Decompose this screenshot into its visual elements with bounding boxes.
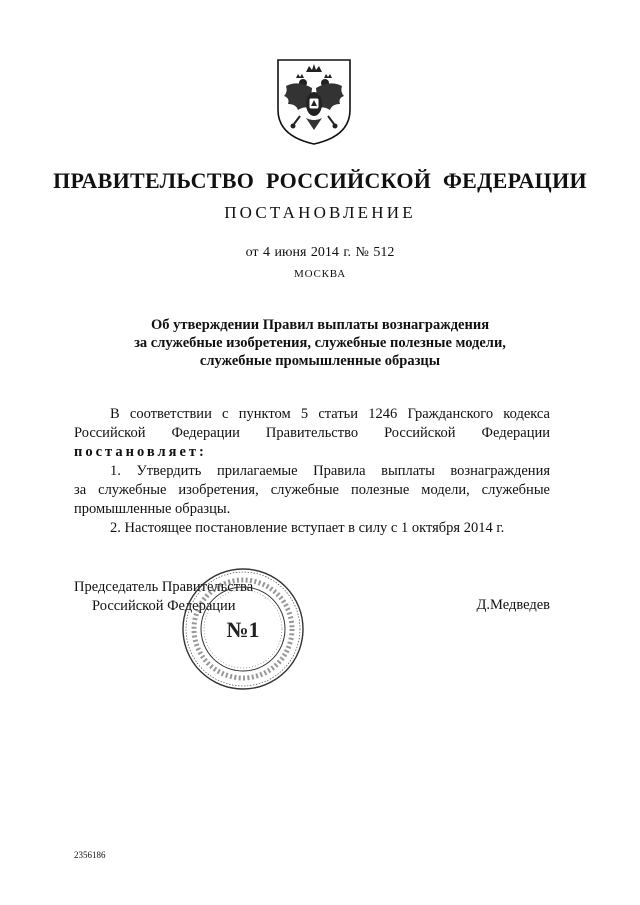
document-city: МОСКВА <box>294 268 346 280</box>
item-2: 2. Настоящее постановление вступает в силу с 1 октября 2014 г. <box>110 520 505 536</box>
signer-name: Д.Медведев <box>476 597 550 613</box>
document-body <box>74 405 550 538</box>
preamble-line: В соответствии с пунктом 5 статьи 1246 Гражданского кодекса <box>110 406 550 422</box>
document-code: 2356186 <box>74 850 106 860</box>
document-date-number: от 4 июня 2014 г. № 512 <box>245 245 395 260</box>
signer-position-line: Российской Федерации <box>92 598 236 614</box>
decree-word: постановляет: <box>74 444 207 460</box>
government-name: ПРАВИТЕЛЬСТВО РОССИЙСКОЙ ФЕДЕРАЦИИ <box>53 168 587 193</box>
document-heading <box>60 316 580 370</box>
heading-line: за служебные изобретения, служебные полезные модели, <box>134 335 506 351</box>
item-1-line: промышленные образцы. <box>74 501 231 517</box>
official-stamp-icon <box>180 566 306 692</box>
stamp-number: №1 <box>226 617 260 642</box>
signer-position-line: Председатель Правительства <box>74 579 254 595</box>
coat-of-arms-emblem-icon <box>276 58 352 146</box>
heading-line: Об утверждении Правил выплаты вознаграждения <box>150 317 490 333</box>
document-type: ПОСТАНОВЛЕНИЕ <box>224 203 416 222</box>
preamble-line: Российской Федерации Правительство Российской Федерации <box>74 425 550 441</box>
item-1-line: за служебные изобретения, служебные полезные модели, служебные <box>74 482 550 498</box>
heading-line: служебные промышленные образцы <box>199 353 441 369</box>
item-1-line: 1. Утвердить прилагаемые Правила выплаты вознаграждения <box>110 463 550 479</box>
